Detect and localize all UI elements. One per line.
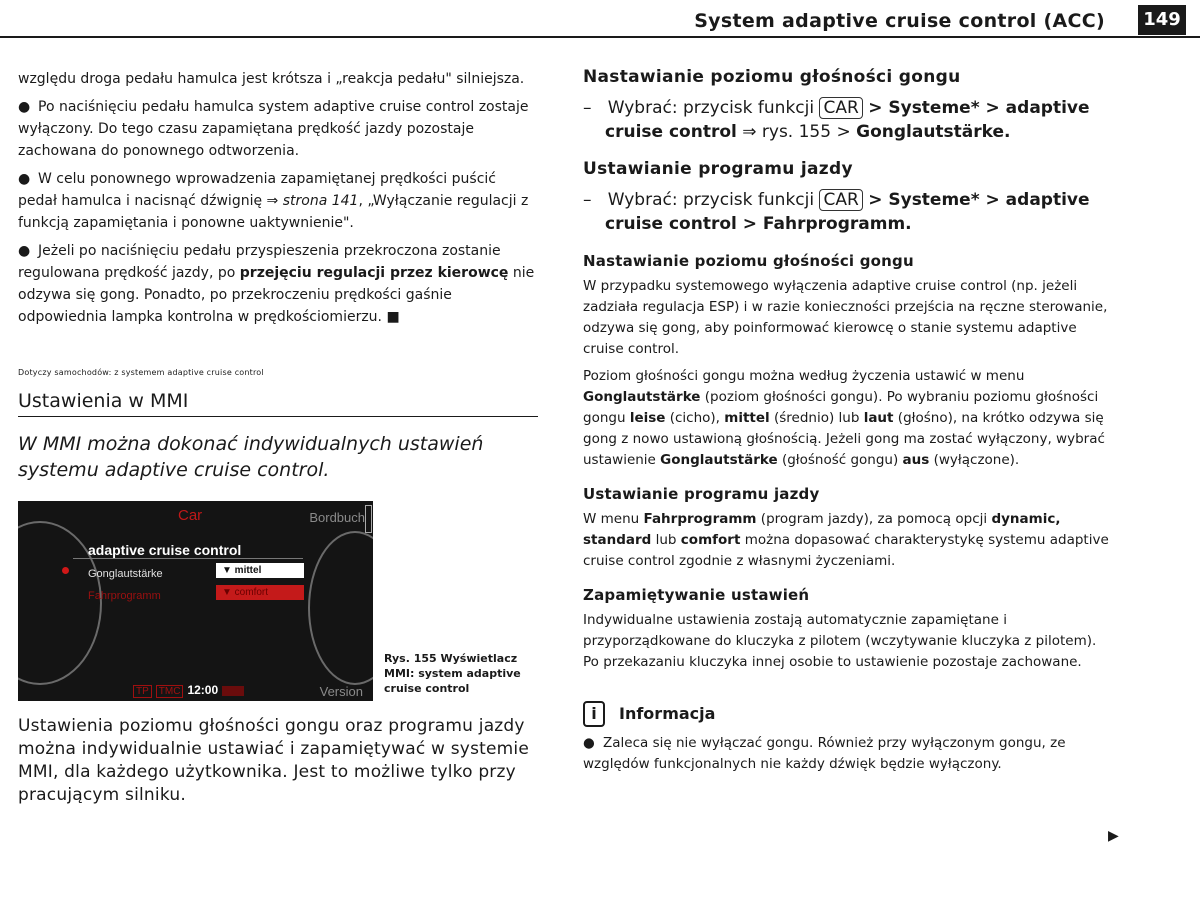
tp-badge: TP — [133, 685, 152, 698]
paragraph-saving-settings: Indywidualne ustawienia zostają automatycznie zapamiętane i przyporządkowane do kluczyka z pilotem (wczytywanie kluczyka z pilotem). Po przekazaniu kluczyka innej osobie to ustawienie pozostaje zachowane. — [583, 612, 1097, 670]
header-divider — [0, 36, 1200, 38]
car-key-button: CAR — [819, 97, 862, 119]
body-paragraph: Ustawienia poziomu głośności gongu oraz programu jazdy można indywidualnie ustawiać i zapamiętywać w systemie MMI, dla każdego użytkownika. Jest to możliwe tylko przy pracującym silniku. — [18, 716, 529, 805]
menu-item-fahrprogramm: Fahrprogramm — [88, 590, 161, 602]
signal-icon — [222, 686, 244, 696]
tmc-badge: TMC — [156, 685, 184, 698]
page-header-title: System adaptive cruise control (ACC) — [694, 10, 1105, 32]
heading-drive-program: Ustawianie programu jazdy — [583, 159, 853, 179]
bullet-item-resume: ● W celu ponownego wprowadzenia zapamiętanej prędkości puścić pedał hamulca i nacisnąć dźwignię ⇒ strona 141, „Wyłączanie regulacji z funkcją zapamiętania i ponowne uaktywnienie". — [18, 168, 538, 234]
status-bar — [133, 679, 244, 701]
tab-bordbuch: Bordbuch — [309, 510, 365, 525]
step-drive-program: – Wybrać: przycisk funkcji CAR > Systeme* > adaptive cruise control > Fahrprogramm. — [583, 190, 1090, 234]
bullet-item-accelerate: ● Jeżeli po naciśnięciu pedału przyspieszenia przekroczona zostanie regulowana prędkość jazdy, po przejęciu regulacji przez kierowcę nie odzywa się gong. Ponadto, po przekroczeniu prędkości gaśnie odpowiednia lampka kontrolna w prędkościomierzu. ■ — [18, 240, 538, 328]
menu-item-gonglautstarke: Gonglautstärke — [88, 568, 163, 580]
paragraph-chime-info: W przypadku systemowego wyłączenia adaptive cruise control (np. jeżeli zadziała regulacja ESP) i w razie konieczności przejścia na ręczne sterowanie, odzywa się gong, aby poinformować kierowcę o stanie systemu adaptive cruise control. — [583, 278, 1108, 357]
right-column — [583, 66, 1113, 781]
paragraph-drive-program: W menu Fahrprogramm (program jazdy), za pomocą opcji dynamic, standard lub comfort można dopasować charakterystykę systemu adaptive cruise control zgodnie z własnymi życzeniami. — [583, 511, 1109, 569]
bullet-icon: ● — [18, 171, 31, 187]
car-key-button: CAR — [819, 189, 862, 211]
info-icon: i — [583, 701, 605, 727]
selection-dot-icon — [62, 567, 69, 574]
bullet-item-brake: ● Po naciśnięciu pedału hamulca system adaptive cruise control zostaje wyłączony. Do tego czasu zapamiętana prędkość jazdy pozostaje zachowana do ponownego odtworzenia. — [18, 96, 538, 162]
subheading-saving-settings: Zapamiętywanie ustawień — [583, 586, 810, 604]
left-column — [18, 68, 538, 807]
continue-arrow-icon: ▶ — [1108, 828, 1119, 844]
fahrprogramm-value: ▼ comfort — [216, 585, 304, 600]
paragraph-continued: względu droga pedału hamulca jest krótsza i „reakcja pedału" silniejsza. — [18, 71, 525, 87]
scrollbar-icon — [365, 505, 372, 533]
info-text: ● Zaleca się nie wyłączać gongu. Również przy wyłączonym gongu, ze względów funkcjonalnych nie każdy dźwięk będzie wyłączony. — [583, 735, 1066, 772]
bullet-icon: ● — [18, 243, 31, 259]
subheading-chime-volume: Nastawianie poziomu głośności gongu — [583, 252, 914, 270]
heading-chime-volume: Nastawianie poziomu głośności gongu — [583, 67, 961, 87]
menu-divider — [73, 558, 303, 559]
version-label: Version — [319, 684, 363, 699]
page-reference-link[interactable]: strona 141 — [282, 193, 359, 209]
display-arc-right — [308, 531, 373, 685]
mmi-display-image — [18, 501, 373, 701]
bullet-icon: ● — [18, 99, 31, 115]
figure-caption: Rys. 155 Wyświetlacz MMI: system adaptive cruise control — [384, 652, 521, 695]
lead-text: W MMI można dokonać indywidualnych ustawień systemu adaptive cruise control. — [18, 433, 484, 481]
end-mark: ■ — [386, 309, 400, 325]
section-heading: Ustawienia w MMI — [18, 390, 538, 417]
page-number: 149 — [1138, 5, 1186, 35]
applicability-note: Dotyczy samochodów: z systemem adaptive cruise control — [18, 368, 264, 377]
bullet-icon: ● — [583, 735, 595, 751]
info-box — [583, 701, 1113, 727]
paragraph-chime-levels: Poziom głośności gongu można według życzenia ustawić w menu Gonglautstärke (poziom głośności gongu). Po wybraniu poziomu głośności gongu leise (cicho), mittel (średnio) lub laut (głośno), na krótko odzywa się gong z nowo ustawioną głośnością. Jeżeli gong ma zostać wyłączony, wybrać ustawienie Gonglautstärke (głośność gongu) aus (wyłączone). — [583, 368, 1105, 468]
figure-155 — [18, 501, 538, 707]
step-chime-volume: – Wybrać: przycisk funkcji CAR > Systeme* > adaptive cruise control ⇒ rys. 155 > Gonglautstärke. — [583, 98, 1090, 142]
clock: 12:00 — [187, 683, 219, 697]
tab-car: Car — [178, 507, 203, 524]
info-title: Informacja — [619, 704, 716, 723]
subheading-drive-program: Ustawianie programu jazdy — [583, 485, 820, 503]
menu-title: adaptive cruise control — [88, 542, 242, 558]
gonglautstarke-value: ▼ mittel — [216, 563, 304, 578]
